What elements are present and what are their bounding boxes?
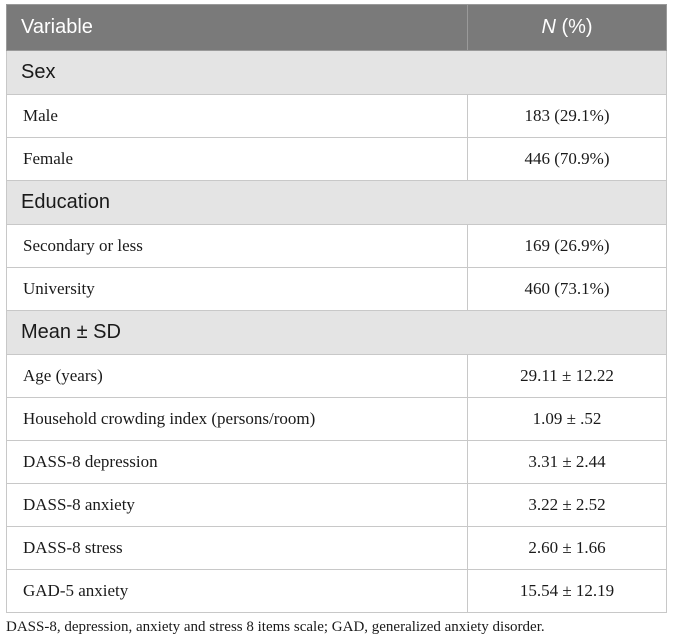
row-value: 3.31 ± 2.44 (468, 441, 667, 484)
row-value: 460 (73.1%) (468, 268, 667, 311)
table-row (7, 398, 667, 441)
header-variable: Variable (7, 5, 468, 51)
row-label: DASS-8 anxiety (7, 484, 468, 527)
row-label: Secondary or less (7, 225, 468, 268)
row-value: 15.54 ± 12.19 (468, 570, 667, 613)
section-row-education (7, 181, 667, 225)
header-n-percent (468, 5, 667, 51)
row-label: Age (years) (7, 355, 468, 398)
row-value: 183 (29.1%) (468, 95, 667, 138)
table-row (7, 570, 667, 613)
table-row (7, 225, 667, 268)
table-row (7, 441, 667, 484)
table-header-row (7, 5, 667, 51)
table-row (7, 95, 667, 138)
row-label: Male (7, 95, 468, 138)
row-label: Female (7, 138, 468, 181)
row-value: 2.60 ± 1.66 (468, 527, 667, 570)
section-row-sex (7, 51, 667, 95)
table-row (7, 527, 667, 570)
header-percent: (%) (555, 16, 593, 38)
table-footnote: DASS-8, depression, anxiety and stress 8 items scale; GAD, generalized anxiety disorder. (6, 619, 545, 635)
row-label: University (7, 268, 468, 311)
section-row-mean-sd (7, 311, 667, 355)
row-value: 169 (26.9%) (468, 225, 667, 268)
table-row (7, 268, 667, 311)
demographics-table (6, 4, 667, 613)
row-label: Household crowding index (persons/room) (7, 398, 468, 441)
section-title: Sex (7, 51, 667, 95)
row-value: 3.22 ± 2.52 (468, 484, 667, 527)
table-row (7, 484, 667, 527)
section-title: Education (7, 181, 667, 225)
row-label: GAD-5 anxiety (7, 570, 468, 613)
table-row (7, 138, 667, 181)
row-label: DASS-8 depression (7, 441, 468, 484)
row-value: 1.09 ± .52 (468, 398, 667, 441)
header-n: N (541, 16, 556, 38)
table-row (7, 355, 667, 398)
section-title: Mean ± SD (7, 311, 667, 355)
row-value: 29.11 ± 12.22 (468, 355, 667, 398)
row-value: 446 (70.9%) (468, 138, 667, 181)
row-label: DASS-8 stress (7, 527, 468, 570)
